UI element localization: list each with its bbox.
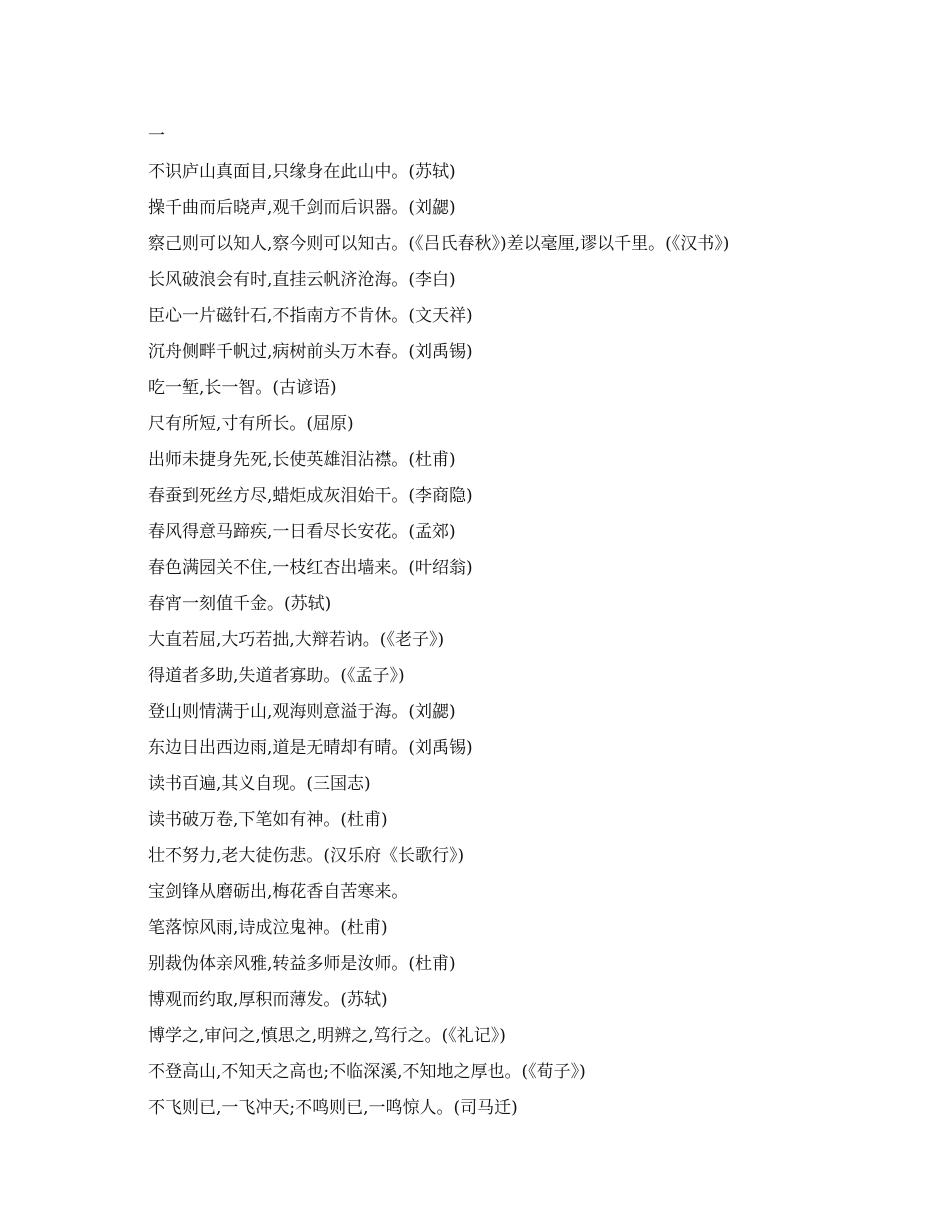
section-heading: 一 — [148, 126, 165, 146]
quote-line: 博学之,审问之,慎思之,明辨之,笃行之。(《礼记》) — [148, 1026, 506, 1046]
quote-line: 读书百遍,其义自现。(三国志) — [148, 774, 371, 794]
quote-line: 臣心一片磁针石,不指南方不肯休。(文天祥) — [148, 306, 473, 326]
quote-line: 大直若屈,大巧若拙,大辩若讷。(《老子》) — [148, 630, 445, 650]
quote-line: 不登高山,不知天之高也;不临深溪,不知地之厚也。(《荀子》) — [148, 1062, 586, 1082]
quote-line: 春宵一刻值千金。(苏轼) — [148, 594, 332, 614]
quote-line: 春风得意马蹄疾,一日看尽长安花。(孟郊) — [148, 522, 456, 542]
quote-line: 壮不努力,老大徒伤悲。(汉乐府《长歌行》) — [148, 846, 465, 866]
quote-line: 不识庐山真面目,只缘身在此山中。(苏轼) — [148, 162, 456, 182]
quote-line: 不飞则已,一飞冲天;不鸣则已,一鸣惊人。(司马迁) — [148, 1098, 518, 1118]
quote-line: 长风破浪会有时,直挂云帆济沧海。(李白) — [148, 270, 456, 290]
quote-line: 得道者多助,失道者寡助。(《孟子》) — [148, 666, 405, 686]
quote-line: 尺有所短,寸有所长。(屈原) — [148, 414, 354, 434]
quote-line: 笔落惊风雨,诗成泣鬼神。(杜甫) — [148, 918, 388, 938]
quote-line: 操千曲而后晓声,观千剑而后识器。(刘勰) — [148, 198, 456, 218]
quote-line: 博观而约取,厚积而薄发。(苏轼) — [148, 990, 388, 1010]
quote-line: 登山则情满于山,观海则意溢于海。(刘勰) — [148, 702, 456, 722]
document-body — [148, 118, 908, 1126]
quote-line: 出师未捷身先死,长使英雄泪沾襟。(杜甫) — [148, 450, 456, 470]
quote-line: 东边日出西边雨,道是无晴却有晴。(刘禹锡) — [148, 738, 473, 758]
quote-line: 宝剑锋从磨砺出,梅花香自苦寒来。 — [148, 882, 409, 902]
quote-line: 别裁伪体亲风雅,转益多师是汝师。(杜甫) — [148, 954, 456, 974]
quote-line: 春蚕到死丝方尽,蜡炬成灰泪始干。(李商隐) — [148, 486, 473, 506]
quote-line: 沉舟侧畔千帆过,病树前头万木春。(刘禹锡) — [148, 342, 473, 362]
quote-line: 春色满园关不住,一枝红杏出墙来。(叶绍翁) — [148, 558, 473, 578]
quote-line: 察己则可以知人,察今则可以知古。(《吕氏春秋》)差以毫厘,谬以千里。(《汉书》) — [148, 234, 730, 254]
quote-line: 吃一堑,长一智。(古谚语) — [148, 378, 337, 398]
quote-line: 读书破万卷,下笔如有神。(杜甫) — [148, 810, 388, 830]
